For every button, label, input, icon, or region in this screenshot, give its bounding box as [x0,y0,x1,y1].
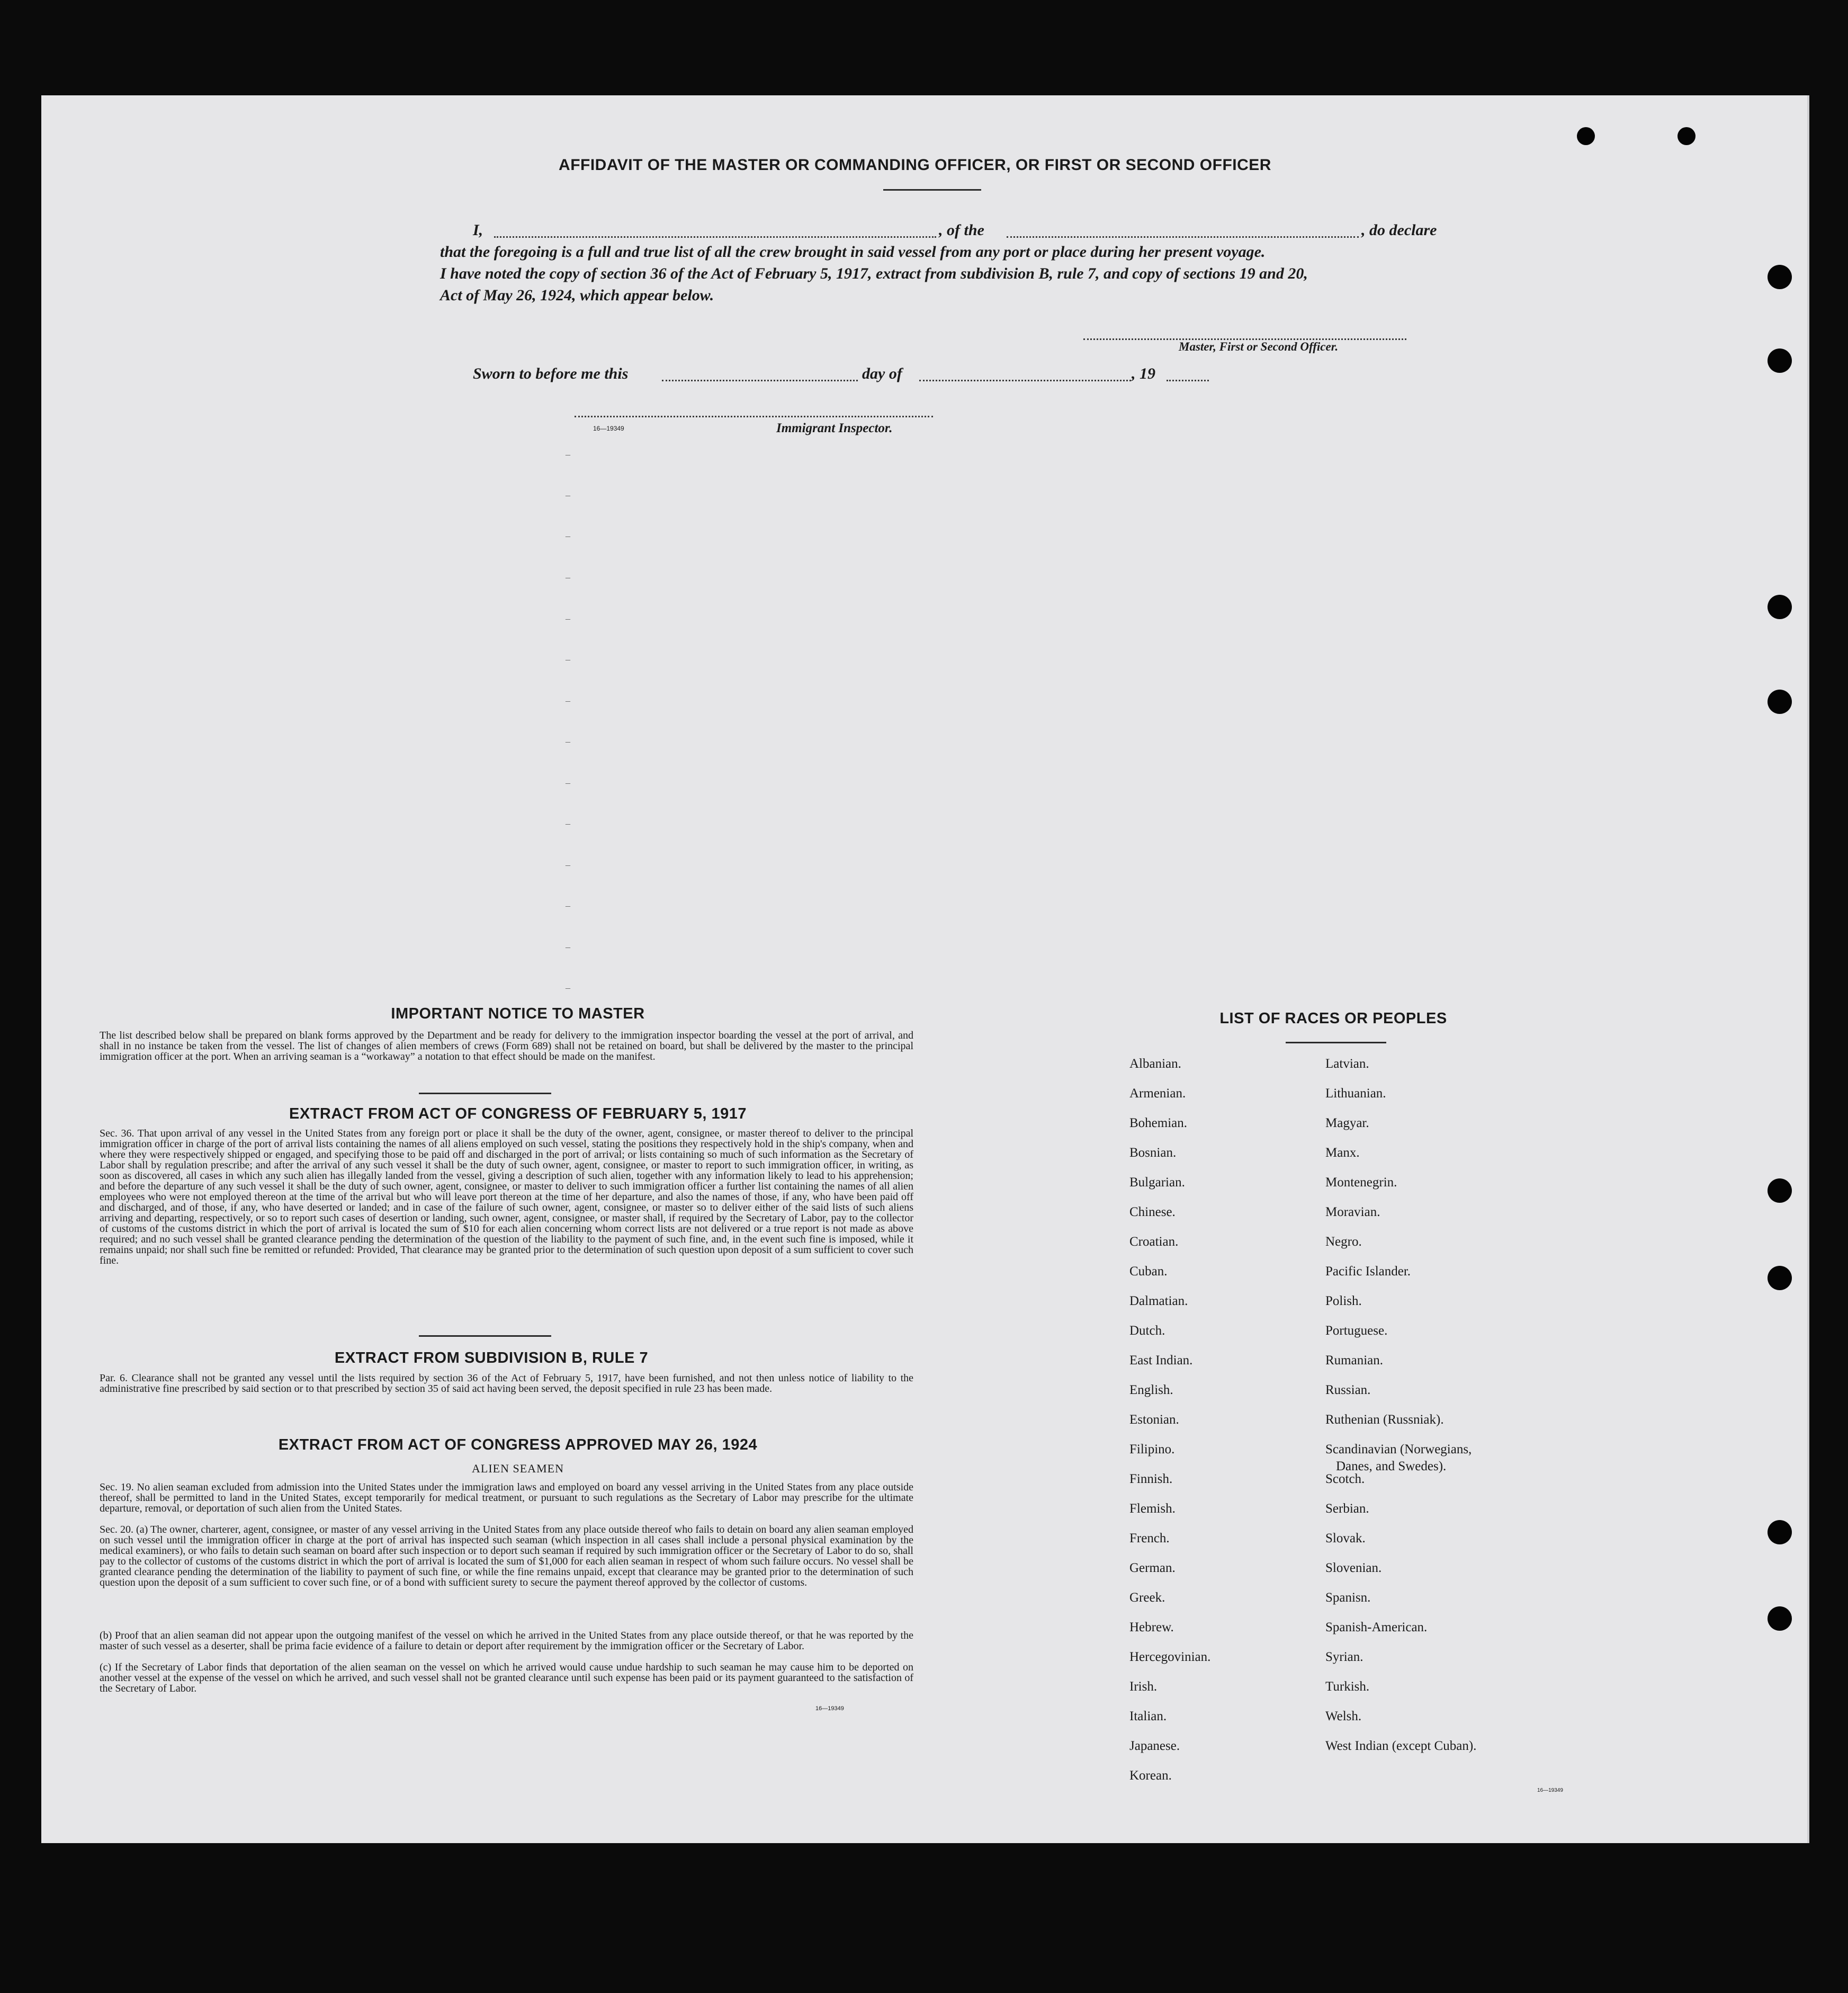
race-item: Syrian. [1325,1650,1363,1664]
margin-tick: – [566,695,570,706]
affidavit-do-declare: , do declare [1361,221,1437,239]
race-item: Latvian. [1325,1057,1369,1071]
margin-tick: – [566,531,570,541]
race-item: German. [1129,1561,1176,1575]
race-item: Ruthenian (Russniak). [1325,1413,1444,1427]
sworn-label: Sworn to before me this [473,365,629,382]
affidavit-of-the: , of the [939,221,984,239]
sworn-line [473,363,1267,385]
year-label: , 19 [1132,365,1155,382]
extract-form-number: 16—19349 [815,1705,844,1712]
race-item: West Indian (except Cuban). [1325,1739,1477,1753]
race-item: Irish. [1129,1679,1158,1694]
punch-hole [1768,595,1792,619]
race-item: Slovak. [1325,1531,1366,1545]
race-item: Croatian. [1129,1235,1179,1249]
race-item: Korean. [1129,1768,1172,1783]
section-divider [419,1093,551,1094]
affidavit-title: AFFIDAVIT OF THE MASTER OR COMMANDING OFFICER, OR FIRST OR SECOND OFFICER [559,156,1271,174]
extract-1924-title: EXTRACT FROM ACT OF CONGRESS APPROVED MAY 26, 1924 [278,1436,758,1453]
affidavit-line-1 [473,219,1479,241]
race-item: Spanish-American. [1325,1620,1428,1634]
sec19-text: Sec. 19. No alien seaman excluded from admission into the United States under the immigration laws and employed on board any vessel arriving in the United States from any place outside thereof, shall be permitted to land in the United States, except temporarily for medical treatment, or pursuant to such regulations as the Secretary of Labor may prescribe for the ultimate departure, removal, or deportation of such alien from the United States. [100,1481,913,1514]
race-item: Russian. [1325,1383,1371,1397]
punch-hole [1768,1606,1792,1631]
race-item: Bosnian. [1129,1146,1177,1160]
declarant-name-field[interactable] [494,236,936,238]
race-item: Pacific Islander. [1325,1264,1411,1279]
sec20a-text: Sec. 20. (a) The owner, charterer, agent, consignee, or master of any vessel arriving in the United States from any place outside thereof who fails to detain on board any alien seaman employed on such vessel until the immigration officer in charge at the port of arrival has inspected such seaman (which inspection in all cases shall include a personal physical examination by the medical examiners), or who fails to detain such seaman on board after such inspection or to deport such seaman if required by such immigration officer or the Secretary of Labor to do so, shall pay to the collector of customs of the customs district in which the port of arrival is located the sum of $1,000 for each alien seaman in respect of whom such failure occurs. No vessel shall be granted clearance pending the determination of the liability to payment of such fine, or while the fine remains unpaid, except that clearance may be granted prior to the determination of such question upon the deposit of a sum sufficient to cover such fine, or of a bond with sufficient surety to secure the payment thereof approved by the collector of customs. [100,1524,913,1588]
race-item: Greek. [1129,1590,1165,1605]
race-item: English. [1129,1383,1173,1397]
race-item: Portuguese. [1325,1324,1388,1338]
race-item: Spanisn. [1325,1590,1371,1605]
title-divider [883,189,981,191]
affidavit-line-3: I have noted the copy of section 36 of the Act of February 5, 1917, extract from subdivision B, rule 7, and copy of sections 19 and 20, [440,265,1308,282]
notice-title: IMPORTANT NOTICE TO MASTER [391,1005,645,1022]
sworn-year-field[interactable] [1167,380,1209,381]
race-item: East Indian. [1129,1353,1193,1368]
margin-tick: – [566,654,570,665]
punch-hole [1768,348,1792,373]
punch-hole [1768,1266,1792,1290]
race-item: Bulgarian. [1129,1175,1185,1190]
race-item: Bohemian. [1129,1116,1188,1130]
vessel-name-field[interactable] [1007,236,1359,238]
race-item: Finnish. [1129,1472,1173,1486]
race-item: Hercegovinian. [1129,1650,1211,1664]
notice-text: The list described below shall be prepared on blank forms approved by the Department and be ready for delivery to the immigration inspector boarding the vessel at the port of arrival, and shall in no instance be taken from the vessel. The list of changes of alien members of crews (Form 689) shall not be retained on board, but shall be delivered by the master to the principal immigration officer at the port. When an arriving seaman is a “workaway” a notation to that effect should be made on the manifest. [100,1030,913,1062]
margin-tick: – [566,490,570,501]
punch-hole [1768,1520,1792,1544]
race-item: Rumanian. [1325,1353,1384,1368]
races-title: LIST OF RACES OR PEOPLES [1219,1010,1447,1027]
sec20c-text: (c) If the Secretary of Labor finds that deportation of the alien seaman on the vessel on which he arrived would cause undue hardship to such seaman he may cause him to be deported on another vessel at the expense of the vessel on which he arrived, and such vessel shall not be granted clearance until such expense has been paid or its payment guaranteed to the satisfaction of the Secretary of Labor. [100,1661,913,1694]
sworn-date-field[interactable] [662,380,858,381]
race-item: Chinese. [1129,1205,1176,1219]
race-item: Estonian. [1129,1413,1179,1427]
alien-seamen-subtitle: ALIEN SEAMEN [472,1462,564,1475]
affidavit-line-4: Act of May 26, 1924, which appear below. [440,287,714,304]
margin-tick: – [566,942,570,952]
races-divider [1286,1042,1386,1043]
race-item: Dutch. [1129,1324,1165,1338]
sec20b-text: (b) Proof that an alien seaman did not appear upon the outgoing manifest of the vessel on which he arrived in the United States from any place outside thereof, or that he was reported by the master of such vessel as a deserter, shall be prima facie evidence of a failure to detain or deport after requirement by the immigration officer or the Secretary of Labor. [100,1630,913,1652]
extract-1917-title: EXTRACT FROM ACT OF CONGRESS OF FEBRUARY 5, 1917 [289,1105,747,1122]
race-item: Turkish. [1325,1679,1370,1694]
race-item: Montenegrin. [1325,1175,1397,1190]
punch-hole [1768,1178,1792,1203]
extract-1917-text: Sec. 36. That upon arrival of any vessel in the United States from any foreign port or place it shall be the duty of the owner, agent, consignee, or master thereof to deliver to the principal immigration officer in charge of the port of arrival lists containing the names of all aliens employed on such vessel, stating the positions they respectively hold in the ship's company, when and where they were respectively shipped or engaged, and specifying those to be paid off and discharged in the port of arrival; or lists containing so much of such information as the Secretary of Labor shall by regulation prescribe; and after the arrival of any such vessel it shall be the duty of such owner, agent, consignee, or master to report to such immigration officer, in writing, as soon as discovered, all cases in which any such alien has illegally landed from the vessel, giving a description of such alien, together with any information likely to lead to his apprehension; and before the departure of any such vessel it shall be the duty of such owner, agent, consignee, or master to deliver to such immigration officer a further list containing the names of all alien employees who were not employed thereon at the time of the arrival but who will leave port thereon at the time of her departure, and also the names of those, if any, who have been paid off and discharged, and of those, if any, who have deserted or landed; and in case of the failure of such owner, agent, consignee, or master so to deliver either of the said lists of such aliens arriving and departing, respectively, or so to report such cases of desertion or landing, such owner, agent, consignee, or master shall, if required by the Secretary of Labor, pay to the collector of customs of the customs district in which the port of arrival is located the sum of $10 for each alien concerning whom correct lists are not delivered or a true report is not made as above required; and no such vessel shall be granted clearance pending the determination of the question of the liability to the payment of such fine, and, in the event such fine is imposed, while it remains unpaid; nor shall such fine be remitted or refunded: Provided, That clearance may be granted prior to the determination of such question upon deposit of a sum sufficient to cover such fine. [100,1128,913,1266]
race-item: Albanian. [1129,1057,1181,1071]
margin-tick: – [566,777,570,788]
races-form-number: 16—19349 [1537,1788,1563,1793]
punch-hole [1768,265,1792,289]
margin-tick: – [566,818,570,829]
race-item: Magyar. [1325,1116,1369,1130]
race-item: Hebrew. [1129,1620,1174,1634]
margin-tick: – [566,982,570,993]
race-item: French. [1129,1531,1170,1545]
race-item: Welsh. [1325,1709,1362,1723]
race-item: Armenian. [1129,1086,1186,1101]
race-item: Scotch. [1325,1472,1365,1486]
race-item: Scandinavian (Norwegians, [1325,1442,1472,1456]
race-item: Flemish. [1129,1502,1176,1516]
section-divider [419,1335,551,1337]
margin-tick: – [566,736,570,747]
race-item: Polish. [1325,1294,1362,1308]
inspector-label: Immigrant Inspector. [776,421,893,435]
affidavit-form-number: 16—19349 [593,425,624,432]
margin-tick: – [566,860,570,870]
affidavit-line-2: that the foregoing is a full and true list of all the crew brought in said vessel from any port or place during her present voyage. [440,243,1266,261]
race-item: Manx. [1325,1146,1360,1160]
affidavit-i: I, [473,221,483,239]
form-sheet [41,95,1809,1843]
margin-tick: – [566,449,570,460]
margin-tick: – [566,900,570,911]
punch-hole [1768,690,1792,714]
punch-hole [1677,127,1696,145]
race-item: Cuban. [1129,1264,1168,1279]
day-of-label: day of [862,365,902,382]
race-item: Serbian. [1325,1502,1369,1516]
punch-hole [1577,127,1595,145]
sworn-month-field[interactable] [919,380,1131,381]
race-item: Negro. [1325,1235,1362,1249]
margin-tick: – [566,613,570,624]
inspector-signature-field[interactable] [575,416,933,417]
rule7-text: Par. 6. Clearance shall not be granted any vessel until the lists required by section 36 of the Act of February 5, 1917, have been furnished, and not then unless notice of liability to the administrative fine prescribed by said section or to that prescribed by section 35 of said act having been served, the deposit specified in rule 23 has been made. [100,1372,913,1395]
race-item: Italian. [1129,1709,1167,1723]
race-item: Moravian. [1325,1205,1380,1219]
race-item: Danes, and Swedes). [1336,1459,1447,1473]
race-item: Dalmatian. [1129,1294,1188,1308]
race-item: Filipino. [1129,1442,1175,1456]
race-item: Japanese. [1129,1739,1180,1753]
race-item: Lithuanian. [1325,1086,1386,1101]
race-item: Slovenian. [1325,1561,1382,1575]
margin-tick: – [566,572,570,583]
master-signature-label: Master, First or Second Officer. [1179,340,1339,353]
rule7-title: EXTRACT FROM SUBDIVISION B, RULE 7 [334,1349,649,1366]
